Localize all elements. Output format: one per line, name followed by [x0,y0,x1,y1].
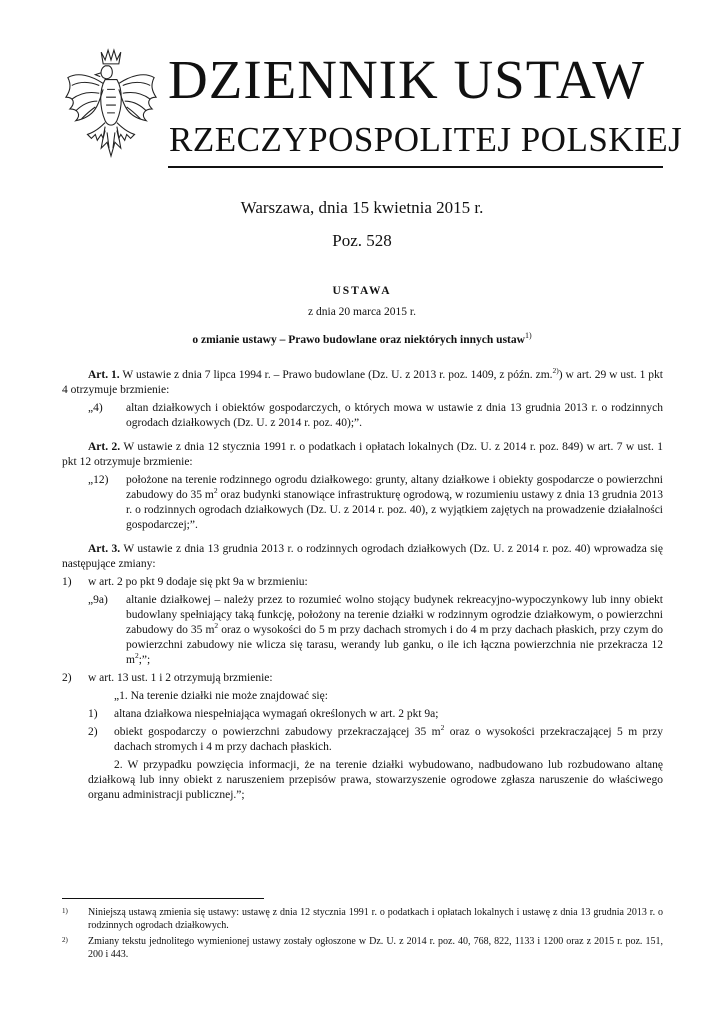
footnote-ref: 2) [552,366,559,376]
article-label: Art. 2. [88,441,121,453]
footnote-rule [62,898,264,899]
journal-title: DZIENNIK USTAW [168,49,646,110]
list-item: 1) altana działkowa niespełniająca wymagań określonych w art. 2 pkt 9a; [88,708,439,720]
article-1: Art. 1. W ustawie z dnia 7 lipca 1994 r. – Prawo budowlane (Dz. U. z 2013 r. poz. 1409, z późn. zm.$^{2)}$) w art. 29 w ust. 1 pkt 4 otrzymuje brzmienie: [62,366,663,396]
list-item: 2) w art. 13 ust. 1 i 2 otrzymują brzmienie: [62,672,273,684]
article-label: Art. 3. [88,543,121,555]
eagle-emblem [62,46,160,168]
list-item: 2) obiekt gospodarczy o powierzchni zabudowy przekraczającej 35 $m^2$ oraz o wysokości przekraczającej 5 m przy dachach stromych i 4 m przy dachach płaskich. [88,723,663,753]
footnote-2: 2) Zmiany tekstu jednolitego wymienionej ustawy zostały ogłoszone w Dz. U. z 2014 r. poz. 40, 768, 822, 1133 i 1200 oraz z 2015 r. poz. 151, 200 i 443. [62,936,663,960]
act-body [62,368,663,803]
list-item: 1) w art. 2 po pkt 9 dodaje się pkt 9a w brzmieniu: [62,576,308,588]
issue-position: Poz. 528 [332,231,392,250]
quoted-provision: „9a) altanie działkowej – należy przez to rozumieć wolno stojący budynek rekreacyjno-wypoczynkowy lub inny obiekt budowlany spełniający taką funkcję, położony na terenie działki w rodzinnym ogrodzie działkowym, o powierzchni zabudowy do 35 $m^2$ oraz o wysokości do 5 m przy dachach stromych i do 4 m przy dachach płaskich, przy czym do powierzchni zabudowy nie wlicza się tarasu, werandy lub ganku, o ile ich łączna powierzchnia nie przekracza 12 $m^2$;”; [88,594,663,666]
act-title-text: o zmianie ustawy – Prawo budowlane oraz niektórych innych ustaw [192,334,525,346]
footnote-ref: 1) [524,331,532,341]
article-2: Art. 2. W ustawie z dnia 12 stycznia 1991 r. o podatkach i opłatach lokalnych (Dz. U. z 2014 r. poz. 849) w art. 7 w ust. 1 pkt 12 otrzymuje brzmienie: [62,441,663,468]
act-type: USTAWA [332,285,392,297]
issue-date: Warszawa, dnia 15 kwietnia 2015 r. [240,198,484,217]
quoted-provision: „12) położone na terenie rodzinnego ogrodu działkowego: grunty, altany działkowe i obiekty gospodarcze o powierzchni zabudowy do 35 $m^2$ oraz budynki stanowiące infrastrukturę ogrodową, w rozumieniu ustawy z dnia 13 grudnia 2013 r. o rodzinnych ogrodach działkowych (Dz. U. z 2014 r. poz. 40), z wyjątkiem zajętych na prowadzenie działalności gospodarczej;”. [88,474,663,531]
quoted-paragraph: „1. Na terenie działki nie może znajdować się: [114,690,328,702]
footnote-1: 1) Niniejszą ustawą zmienia się ustawy: ustawę z dnia 12 stycznia 1991 r. o podatkach i opłatach lokalnych i ustawę z dnia 13 grudnia 2013 r. o rodzinnych ogrodach działkowych. [62,907,663,931]
article-3: Art. 3. W ustawie z dnia 13 grudnia 2013 r. o rodzinnych ogrodach działkowych (Dz. U. z 2014 r. poz. 40) wprowadza się następujące zmiany: [62,543,663,570]
quoted-provision: „4) altan działkowych i obiektów gospodarczych, o których mowa w ustawie z dnia 13 grudnia 2013 r. o rodzinnych ogrodach działkowych (Dz. U. z 2014 r. poz. 40);”. [88,402,663,429]
header-rule [168,166,663,168]
quoted-paragraph: 2. W przypadku powzięcia informacji, że na terenie działki wybudowano, nadbudowano lub rozbudowano altanę działkową lub inny obiekt z naruszeniem przepisów prawa, stowarzyszenie ogrodowe zgłasza naruszenie do właściwego organu administracji publicznej.”; [88,759,663,801]
journal-subtitle: RZECZYPOSPOLITEJ POLSKIEJ [169,120,683,159]
act-date: z dnia 20 marca 2015 r. [308,306,416,318]
act-title [0,331,724,346]
article-label: Art. 1. [88,369,120,381]
